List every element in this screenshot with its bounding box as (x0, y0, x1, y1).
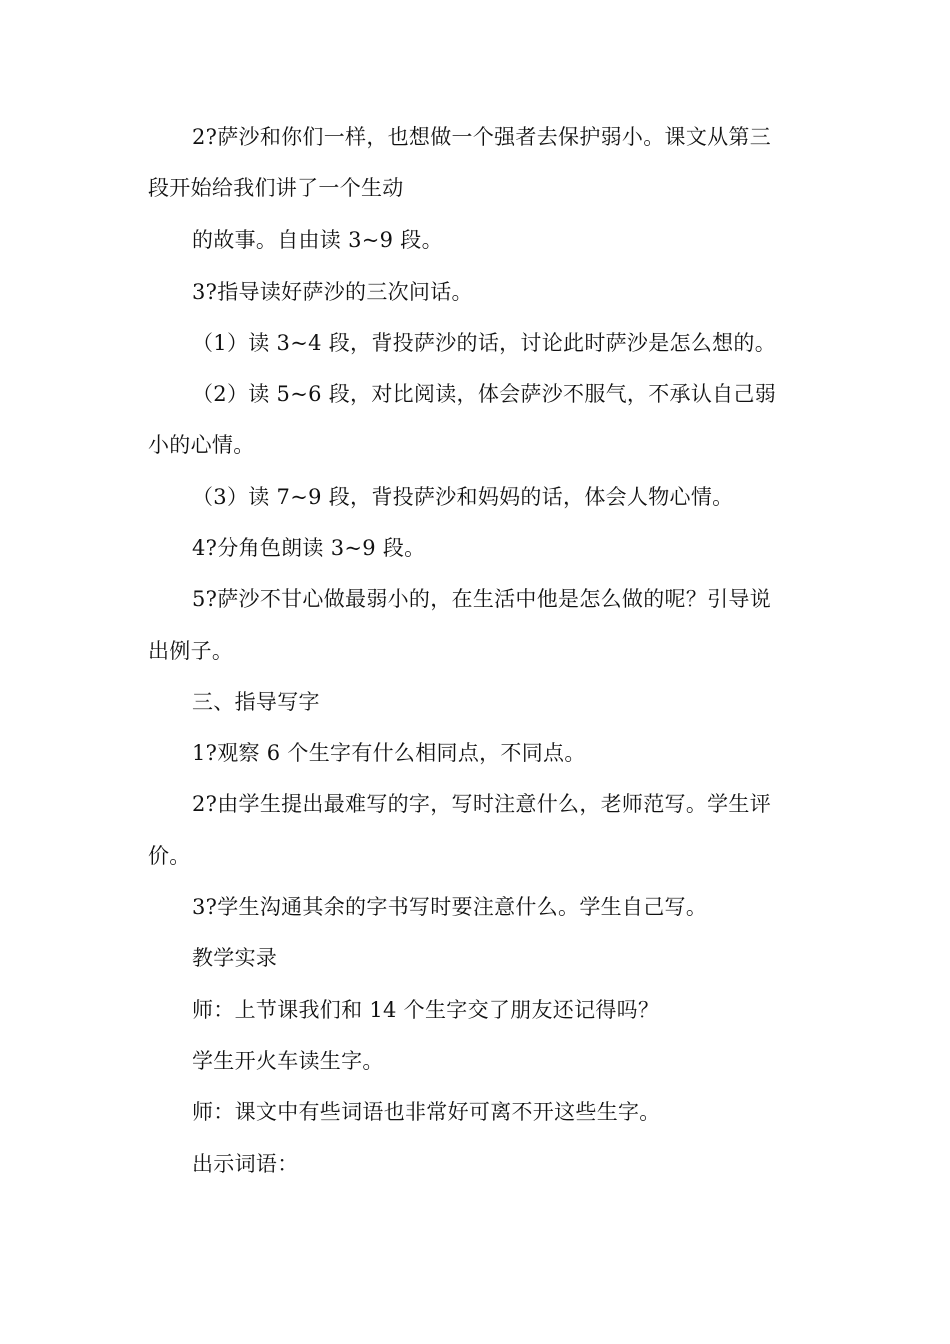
paragraph-line: （3）读 7~9 段，背投萨沙和妈妈的话，体会人物心情。 (192, 485, 734, 509)
paragraph-line: 学生开火车读生字。 (192, 1049, 384, 1073)
paragraph-line: 4?分角色朗读 3~9 段。 (192, 536, 426, 560)
section-heading: 教学实录 (192, 946, 278, 970)
paragraph-line: 3?指导读好萨沙的三次问话。 (192, 280, 473, 304)
paragraph-line: 5?萨沙不甘心做最弱小的，在生活中他是怎么做的呢？引导说 (192, 587, 772, 611)
section-heading: 三、指导写字 (192, 690, 320, 714)
paragraph-line: （2）读 5~6 段，对比阅读，体会萨沙不服气，不承认自己弱 (192, 382, 777, 406)
paragraph-line: 师：上节课我们和 14 个生字交了朋友还记得吗？ (192, 998, 660, 1022)
paragraph-line: 2?萨沙和你们一样，也想做一个强者去保护弱小。课文从第三 (192, 125, 772, 149)
paragraph-line: 3?学生沟通其余的字书写时要注意什么。学生自己写。 (192, 895, 708, 919)
paragraph-line: 的故事。自由读 3~9 段。 (192, 228, 443, 252)
paragraph-line: 小的心情。 (148, 433, 255, 457)
paragraph-line: 师：课文中有些词语也非常好可离不开这些生字。 (192, 1100, 661, 1124)
paragraph-line: 出例子。 (148, 639, 234, 663)
paragraph-line: 价。 (148, 844, 191, 868)
paragraph-line: （1）读 3~4 段，背投萨沙的话，讨论此时萨沙是怎么想的。 (192, 331, 777, 355)
paragraph-line: 段开始给我们讲了一个生动 (148, 176, 404, 200)
paragraph-line: 2?由学生提出最难写的字，写时注意什么，老师范写。学生评 (192, 792, 772, 816)
paragraph-line: 出示词语： (192, 1152, 299, 1176)
paragraph-line: 1?观察 6 个生字有什么相同点，不同点。 (192, 741, 586, 765)
